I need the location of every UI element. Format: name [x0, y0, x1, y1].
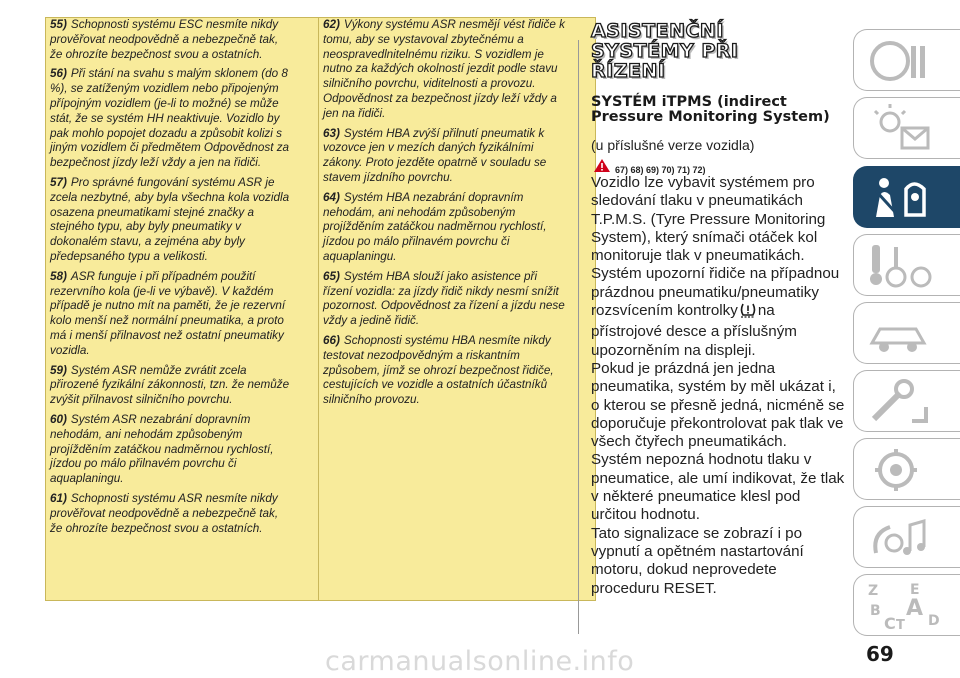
- index-letter: D: [928, 613, 940, 629]
- warning-note: 56) Při stání na svahu s malým sklonem (do 8 %), se zatíženým vozidlem nebo připojeným přípojným vozidlem (je-li to možné) se může stát, že se systém HH neaktivuje. Vozidlo by pak mohlo popojet dozadu a způsobit kolizi s jiným vozidlem či předmětem Odpovědnost za bezpečnost jízdy leží vždy a jen na řidiči.: [50, 67, 290, 170]
- paragraph: Systém nepozná hodnotu tlaku v pneumatice, ale umí indikovat, že tlak v některé pneumatice klesl pod určitou hodnotu.: [591, 451, 845, 524]
- warning-note: 57) Pro správné fungování systému ASR je zcela nezbytné, aby byla všechna kola vozidla osazena pneumatikami stejné značky a stejného typu, aby byly pneumatiky v dokonalém stavu, a zejména aby byly předepsaného typu a velikosti.: [50, 175, 290, 263]
- warning-note: 61) Schopnosti systému ASR nesmíte nikdy prověřovat neodpovědně a nebezpečně tak, že ohrozíte bezpečnost svou a ostatních.: [50, 491, 279, 535]
- starting-key-icon: [866, 241, 936, 291]
- tab-index[interactable]: [853, 574, 960, 636]
- warning-column-middle: [323, 18, 566, 413]
- column-divider: [578, 40, 579, 634]
- car-lift-icon: [866, 309, 936, 359]
- index-letter: T: [896, 618, 905, 631]
- warning-note: 63) Systém HBA zvýší přilnutí pneumatik k vozovce jen v mezích daných fyzikálními zákony. Proto jezděte opatrně v souladu se stavem jízdního povrchu.: [323, 126, 547, 184]
- tire-pressure-warning-icon: [739, 302, 757, 323]
- index-letter: A: [906, 596, 924, 621]
- car-dashboard-icon: [866, 36, 936, 86]
- paragraph: Vozidlo lze vybavit systémem pro sledování tlaku v pneumatikách T.P.M.S. (Tyre Pressure Monitoring System), který snímači otáček kol monitoruje tlak v pneumatikách. Systém upozorní řidiče na případnou prázdnou pneumatiku/pneumatiky rozsvícením kontrolky na přístrojové desce a příslušným upozorněním na displeji.: [591, 174, 840, 359]
- warning-references: 67) 68) 69) 70) 71) 72): [593, 158, 706, 175]
- warning-note: 55) Schopnosti systému ESC nesmíte nikdy prověřovat neodpovědně a nebezpečně tak, že ohrozíte bezpečnost svou a ostatních.: [50, 18, 279, 61]
- tab-warning-lights[interactable]: [853, 97, 960, 159]
- alphabetical-index-icon: [866, 581, 946, 631]
- watermark: carmanualsonline.info: [325, 646, 635, 677]
- warning-triangle-icon: [593, 158, 611, 175]
- warning-note: 64) Systém HBA nezabrání dopravním nehodám, ani nehodám způsobeným projížděním zatáčkou nadměrnou rychlostí, jízdou po málo přilnavém povrchu či aquaplaningu.: [323, 190, 547, 263]
- tab-technical-data[interactable]: [853, 438, 960, 500]
- section-body: [591, 174, 846, 598]
- paragraph: Pokud je prázdná jen jedna pneumatika, systém by měl ukázat i, o kterou se přesně jedná, nicméně se doporučuje překontrolovat pak tlak ve všech čtyřech pneumatikách.: [591, 359, 845, 451]
- index-letter: C: [884, 614, 896, 631]
- tab-emergency[interactable]: [853, 302, 960, 364]
- tab-car-dashboard[interactable]: [853, 29, 960, 91]
- warning-note: 66) Schopnosti systému HBA nesmíte nikdy testovat nezodpovědným a riskantním způsobem, jímž se ohrozí bezpečnost řidiče, cestujících ve vozidle a ostatních účastníků silničního provozu.: [323, 333, 554, 407]
- tab-maintenance[interactable]: [853, 370, 960, 432]
- warning-column-left: [50, 18, 293, 541]
- warning-note: 59) Systém ASR nemůže zvrátit zcela přirozené fyzikální zákonnosti, tzn. že nemůže zvýšit přilnavost silničního povrchu.: [50, 363, 290, 407]
- page-number: 69: [866, 642, 894, 666]
- section-title: ASISTENČNÍ SYSTÉMY PŘI ŘÍZENÍ: [591, 20, 739, 82]
- warning-note: 62) Výkony systému ASR nesmějí vést řidiče k tomu, aby se vystavoval zbytečnému a neospravedlnitelnému riziku. S vozidlem je nutno za každých okolností jezdit podle stavu silničního povrchu, viditelnosti a provozu. Odpovědnost za bezpečnost jízdy leží vždy a jen na řidiči.: [323, 18, 565, 120]
- multimedia-icon: [866, 513, 936, 563]
- paragraph: Tato signalizace se zobrazí i po vypnutí a opětném nastartování motoru, dokud neprovedete proceduru RESET.: [591, 524, 804, 597]
- index-letter: E: [910, 582, 920, 598]
- seatbelt-airbag-icon: [866, 173, 936, 223]
- warning-note: 60) Systém ASR nezabrání dopravním nehodám, ani nehodám způsobeným projížděním zatáčkou nadměrnou rychlostí, jízdou po málo přilnavém povrchu či aquaplaningu.: [50, 412, 274, 486]
- index-letter: B: [870, 603, 881, 619]
- index-letter: Z: [868, 583, 879, 599]
- tab-safety[interactable]: [853, 166, 960, 228]
- tab-multimedia[interactable]: [853, 506, 960, 568]
- warning-note: 65) Systém HBA slouží jako asistence při řízení vozidla: za jízdy řidič nikdy nesmí snížit pozornost. Odpovědnost za řízení a jízdu nese vždy a jedině řidič.: [323, 269, 565, 328]
- subsection-heading: SYSTÉM iTPMS (indirect Pressure Monitoring System): [591, 94, 830, 125]
- service-wrench-icon: [866, 377, 936, 427]
- warning-note: 58) ASR funguje i při případném použití rezervního kola (je-li ve výbavě). V každém případě je nutno mít na paměti, že je rezervní kolo menší než normální pneumatika, a proto má i menší přilnavost než ostatní pneumatiky vozidla.: [50, 269, 286, 357]
- warning-lights-icon: [866, 104, 936, 154]
- warning-box-divider: [318, 18, 319, 600]
- version-note: (u příslušné verze vozidla): [591, 137, 755, 153]
- tech-data-icon: [866, 445, 936, 495]
- tab-starting-driving[interactable]: [853, 234, 960, 296]
